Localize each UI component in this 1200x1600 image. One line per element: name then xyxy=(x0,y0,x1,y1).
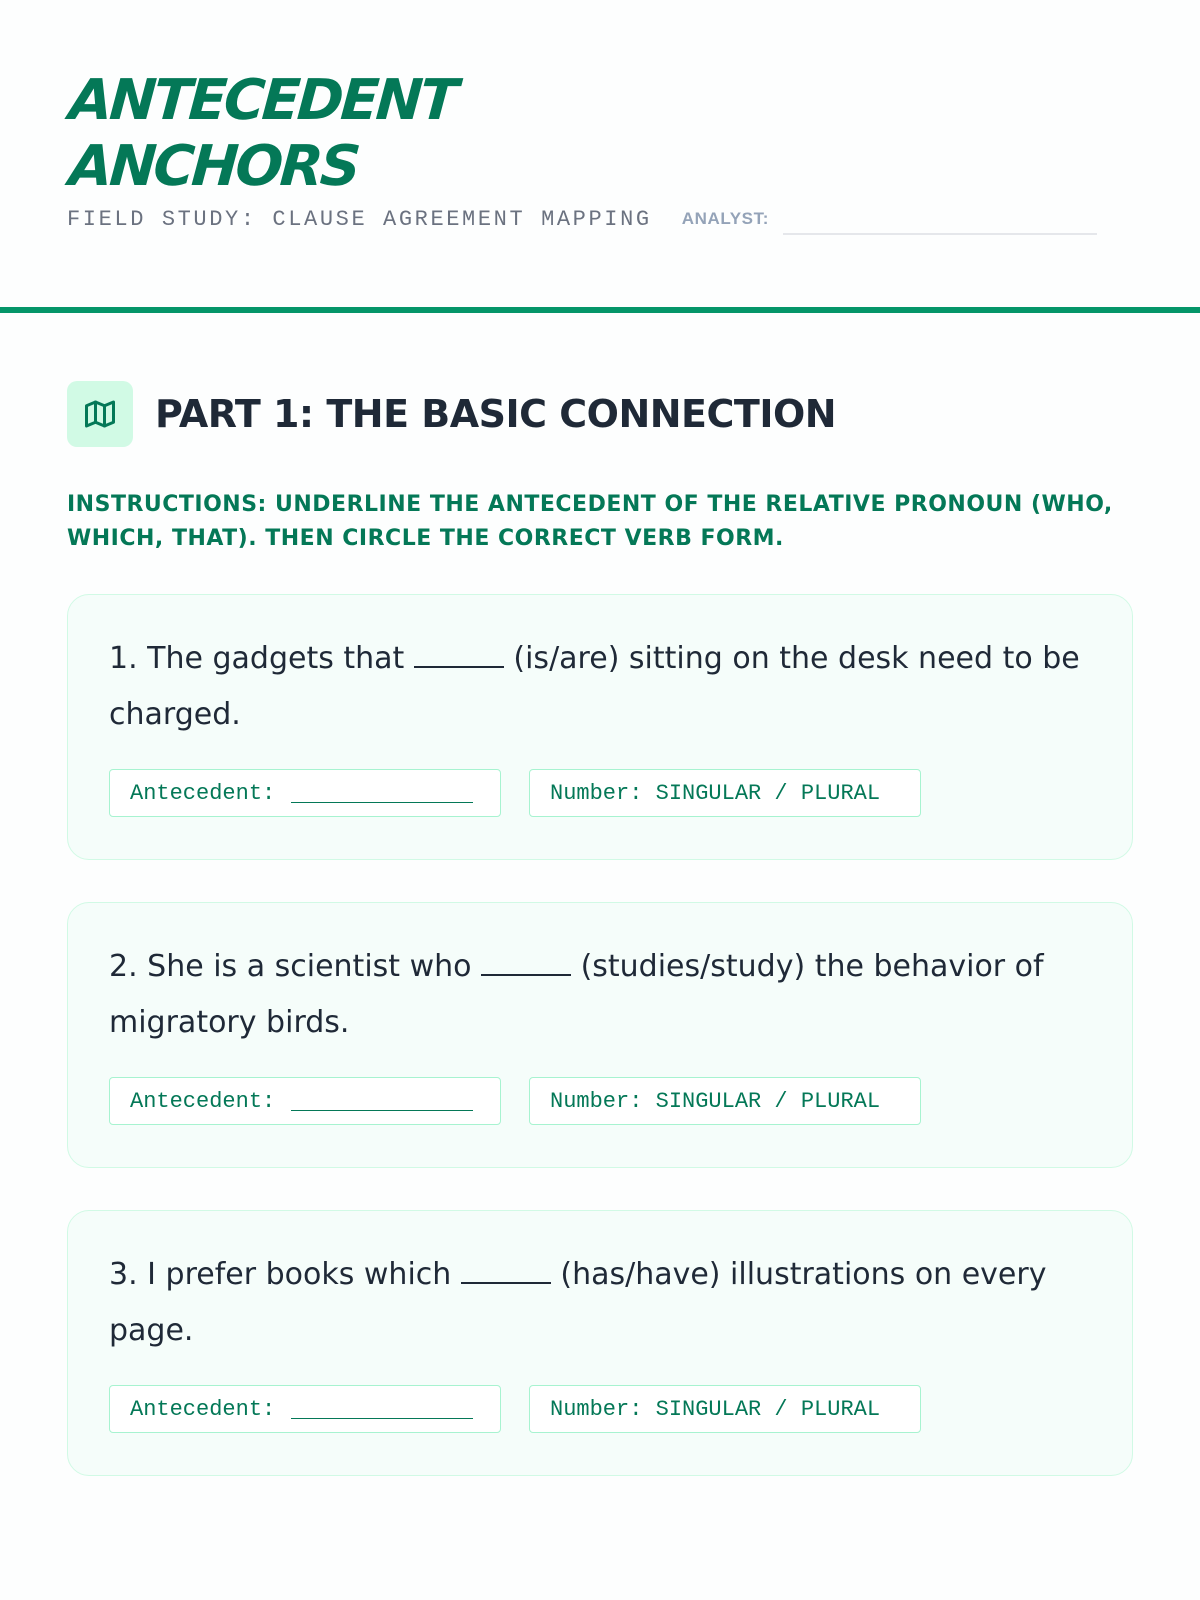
number-field[interactable] xyxy=(529,769,921,817)
antecedent-field[interactable] xyxy=(109,1385,501,1433)
antecedent-field[interactable] xyxy=(109,1077,501,1125)
analyst-label: ANALYST: xyxy=(681,209,769,228)
number-field[interactable] xyxy=(529,1077,921,1125)
title-line-2: ANCHORS xyxy=(67,134,360,199)
number-field[interactable] xyxy=(529,1385,921,1433)
subtitle: FIELD STUDY: CLAUSE AGREEMENT MAPPING xyxy=(67,207,652,232)
question-text xyxy=(109,631,1099,743)
question-text xyxy=(109,939,1099,1051)
question-before: 1. The gadgets that xyxy=(109,641,414,676)
title-line-1: ANTECEDENT xyxy=(67,68,458,133)
instructions: INSTRUCTIONS: UNDERLINE THE ANTECEDENT OF THE RELATIVE PRONOUN (WHO, WHICH, THAT). THEN CIRCLE THE CORRECT VERB FORM. xyxy=(67,492,1113,551)
number-label: Number: SINGULAR / PLURAL xyxy=(550,1088,881,1114)
question-after: (studies/study) the behavior of migratory birds. xyxy=(109,949,1044,1040)
header-divider xyxy=(0,307,1200,313)
antecedent-blank[interactable] xyxy=(291,1400,473,1419)
antecedent-blank[interactable] xyxy=(291,784,473,803)
antecedent-field[interactable] xyxy=(109,769,501,817)
question-card xyxy=(67,902,1133,1168)
answer-blank[interactable] xyxy=(481,950,571,976)
subtitle-row xyxy=(67,205,1133,241)
antecedent-label: Antecedent: xyxy=(130,1088,276,1114)
antecedent-label: Antecedent: xyxy=(130,1396,276,1422)
question-card xyxy=(67,1210,1133,1476)
antecedent-label: Antecedent: xyxy=(130,780,276,806)
question-before: 2. She is a scientist who xyxy=(109,949,482,984)
answer-blank[interactable] xyxy=(414,642,504,668)
question-card xyxy=(67,594,1133,860)
analyst-field[interactable] xyxy=(783,205,1097,235)
antecedent-blank[interactable] xyxy=(291,1092,473,1111)
question-after: (has/have) illustrations on every page. xyxy=(109,1257,1047,1348)
section-title: PART 1: THE BASIC CONNECTION xyxy=(155,392,837,436)
question-before: 3. I prefer books which xyxy=(109,1257,461,1292)
number-label: Number: SINGULAR / PLURAL xyxy=(550,1396,881,1422)
question-text xyxy=(109,1247,1099,1359)
number-label: Number: SINGULAR / PLURAL xyxy=(550,780,881,806)
section-heading xyxy=(67,381,836,447)
map-icon xyxy=(67,381,133,447)
question-after: (is/are) sitting on the desk need to be charged. xyxy=(109,641,1080,732)
worksheet-header xyxy=(67,68,1133,200)
answer-blank[interactable] xyxy=(461,1258,551,1284)
